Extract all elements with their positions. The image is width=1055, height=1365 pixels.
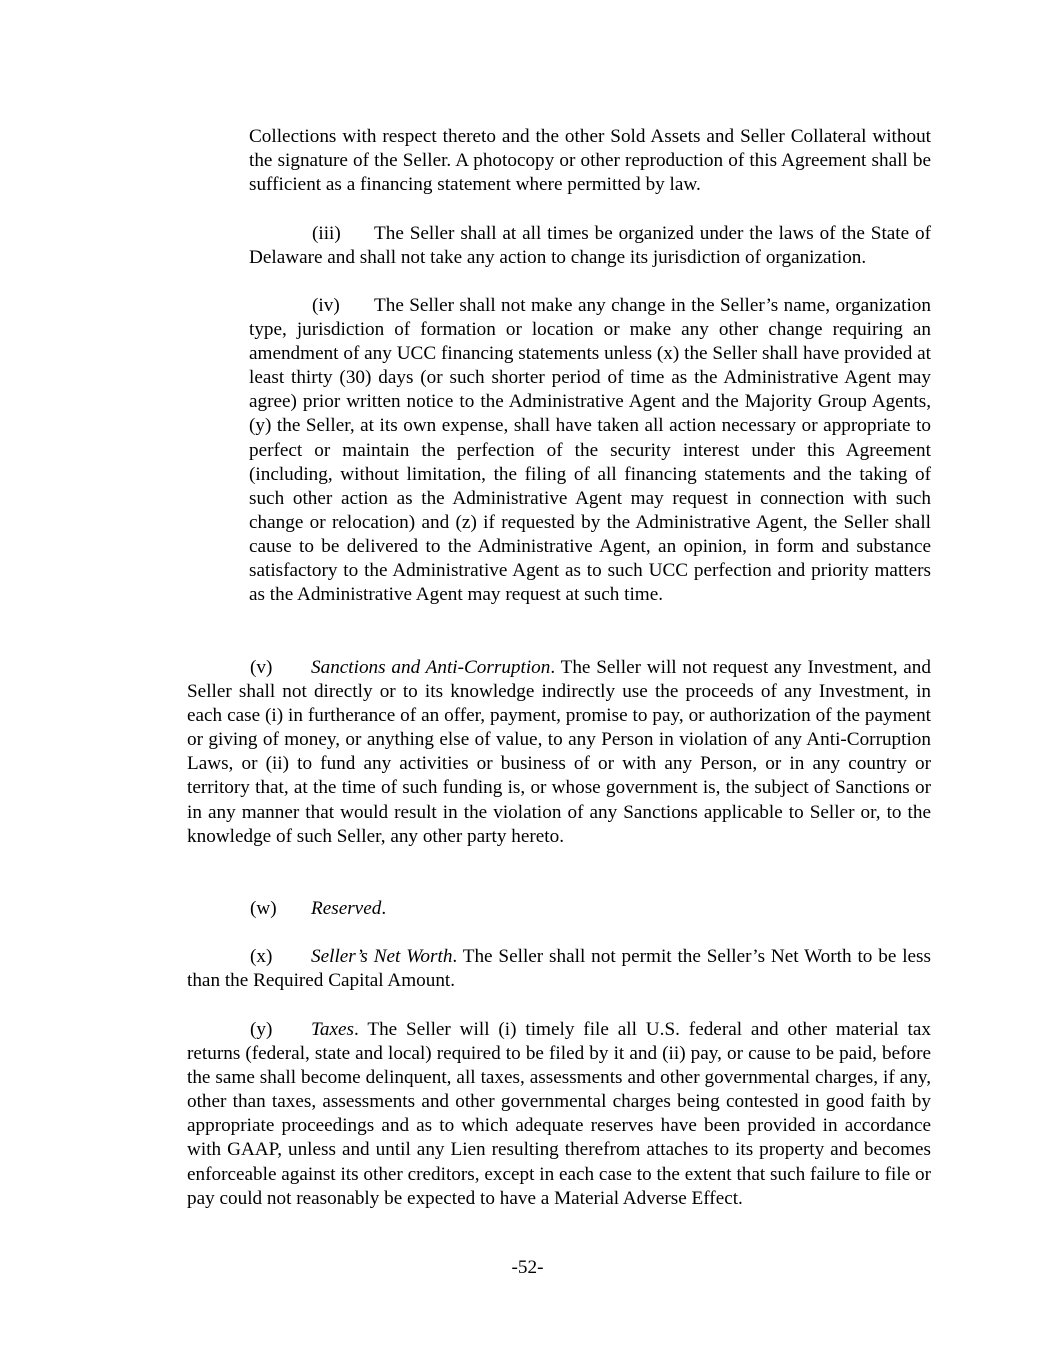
paragraph-continuation [249, 125, 931, 197]
clause-v-text: . The Seller will not request any Investment, and Seller shall not directly or to its knowledge indirectly use the proceeds of any Investment, in each case (i) in furtherance of an offer, payment, promise to pay, or authorization of the payment or giving of money, or anything else of value, to any Person in violation of any Anti-Corruption Laws, or (ii) to fund any activities or business of or with any Person, or in any country or territory that, at the time of such funding is, or whose government is, the subject of Sanctions or in any manner that would result in the violation of any Sanctions applicable to Seller or, to the knowledge of such Seller, any other party hereto. [187, 657, 931, 847]
clause-iii-label: (iii) [312, 223, 341, 244]
clause-iv-label: (iv) [312, 295, 340, 316]
clause-w-heading: Reserved [311, 898, 382, 919]
clause-iii [249, 222, 931, 270]
clause-iv-text: The Seller shall not make any change in the Seller’s name, organization type, jurisdiction of formation or location or make any other change requiring an amendment of any UCC financing statements unless (x) the Seller shall have provided at least thirty (30) days (or such shorter period of time as the Administrative Agent may agree) prior written notice to the Administrative Agent and the Majority Group Agents, (y) the Seller, at its own expense, shall have taken all action necessary or appropriate to perfect or maintain the perfection of the security interest under this Agreement (including, without limitation, the filing of all financing statements and the taking of such other action as the Administrative Agent may request in connection with such change or relocation) and (z) if requested by the Administrative Agent, the Seller shall cause to be delivered to the Administrative Agent, an opinion, in form and substance satisfactory to the Administrative Agent as to such UCC perfection and priority matters as the Administrative Agent may request at such time. [249, 295, 931, 606]
clause-w [187, 897, 931, 921]
clause-v [187, 656, 931, 849]
clause-v-label: (v) [250, 657, 273, 678]
clause-x-heading: Seller’s Net Worth [311, 946, 453, 967]
page-number: -52- [511, 1257, 544, 1278]
paragraph-continuation-text: Collections with respect thereto and the other Sold Assets and Seller Collateral without the signature of the Seller. A photocopy or other reproduction of this Agreement shall be sufficient as a financing statement where permitted by law. [249, 126, 931, 196]
clause-w-text: . [381, 898, 387, 919]
clause-y-text: . The Seller will (i) timely file all U.S. federal and other material tax returns (federal, state and local) required to be filed by it and (ii) pay, or cause to be paid, before the same shall become delinquent, all taxes, assessments and other governmental charges, if any, other than taxes, assessments and other governmental charges being contested in good faith by appropriate proceedings and as to which adequate reserves have been provided in accordance with GAAP, unless and until any Lien resulting therefrom attaches to its property and becomes enforceable against its other creditors, except in each case to the extent that such failure to file or pay could not reasonably be expected to have a Material Adverse Effect. [187, 1019, 931, 1209]
clause-iii-text: The Seller shall at all times be organized under the laws of the State of Delaware and shall not take any action to change its jurisdiction of organization. [249, 223, 931, 269]
clause-v-heading: Sanctions and Anti-Corruption [311, 657, 551, 678]
clause-w-label: (w) [250, 898, 277, 919]
clause-x-text: . The Seller shall not permit the Seller’s Net Worth to be less than the Required Capital Amount. [187, 946, 931, 992]
clause-iv [249, 294, 931, 607]
clause-y-heading: Taxes [311, 1019, 355, 1040]
clause-x [187, 945, 931, 993]
clause-y-label: (y) [250, 1019, 273, 1040]
clause-y [187, 1018, 931, 1211]
clause-x-label: (x) [250, 946, 273, 967]
